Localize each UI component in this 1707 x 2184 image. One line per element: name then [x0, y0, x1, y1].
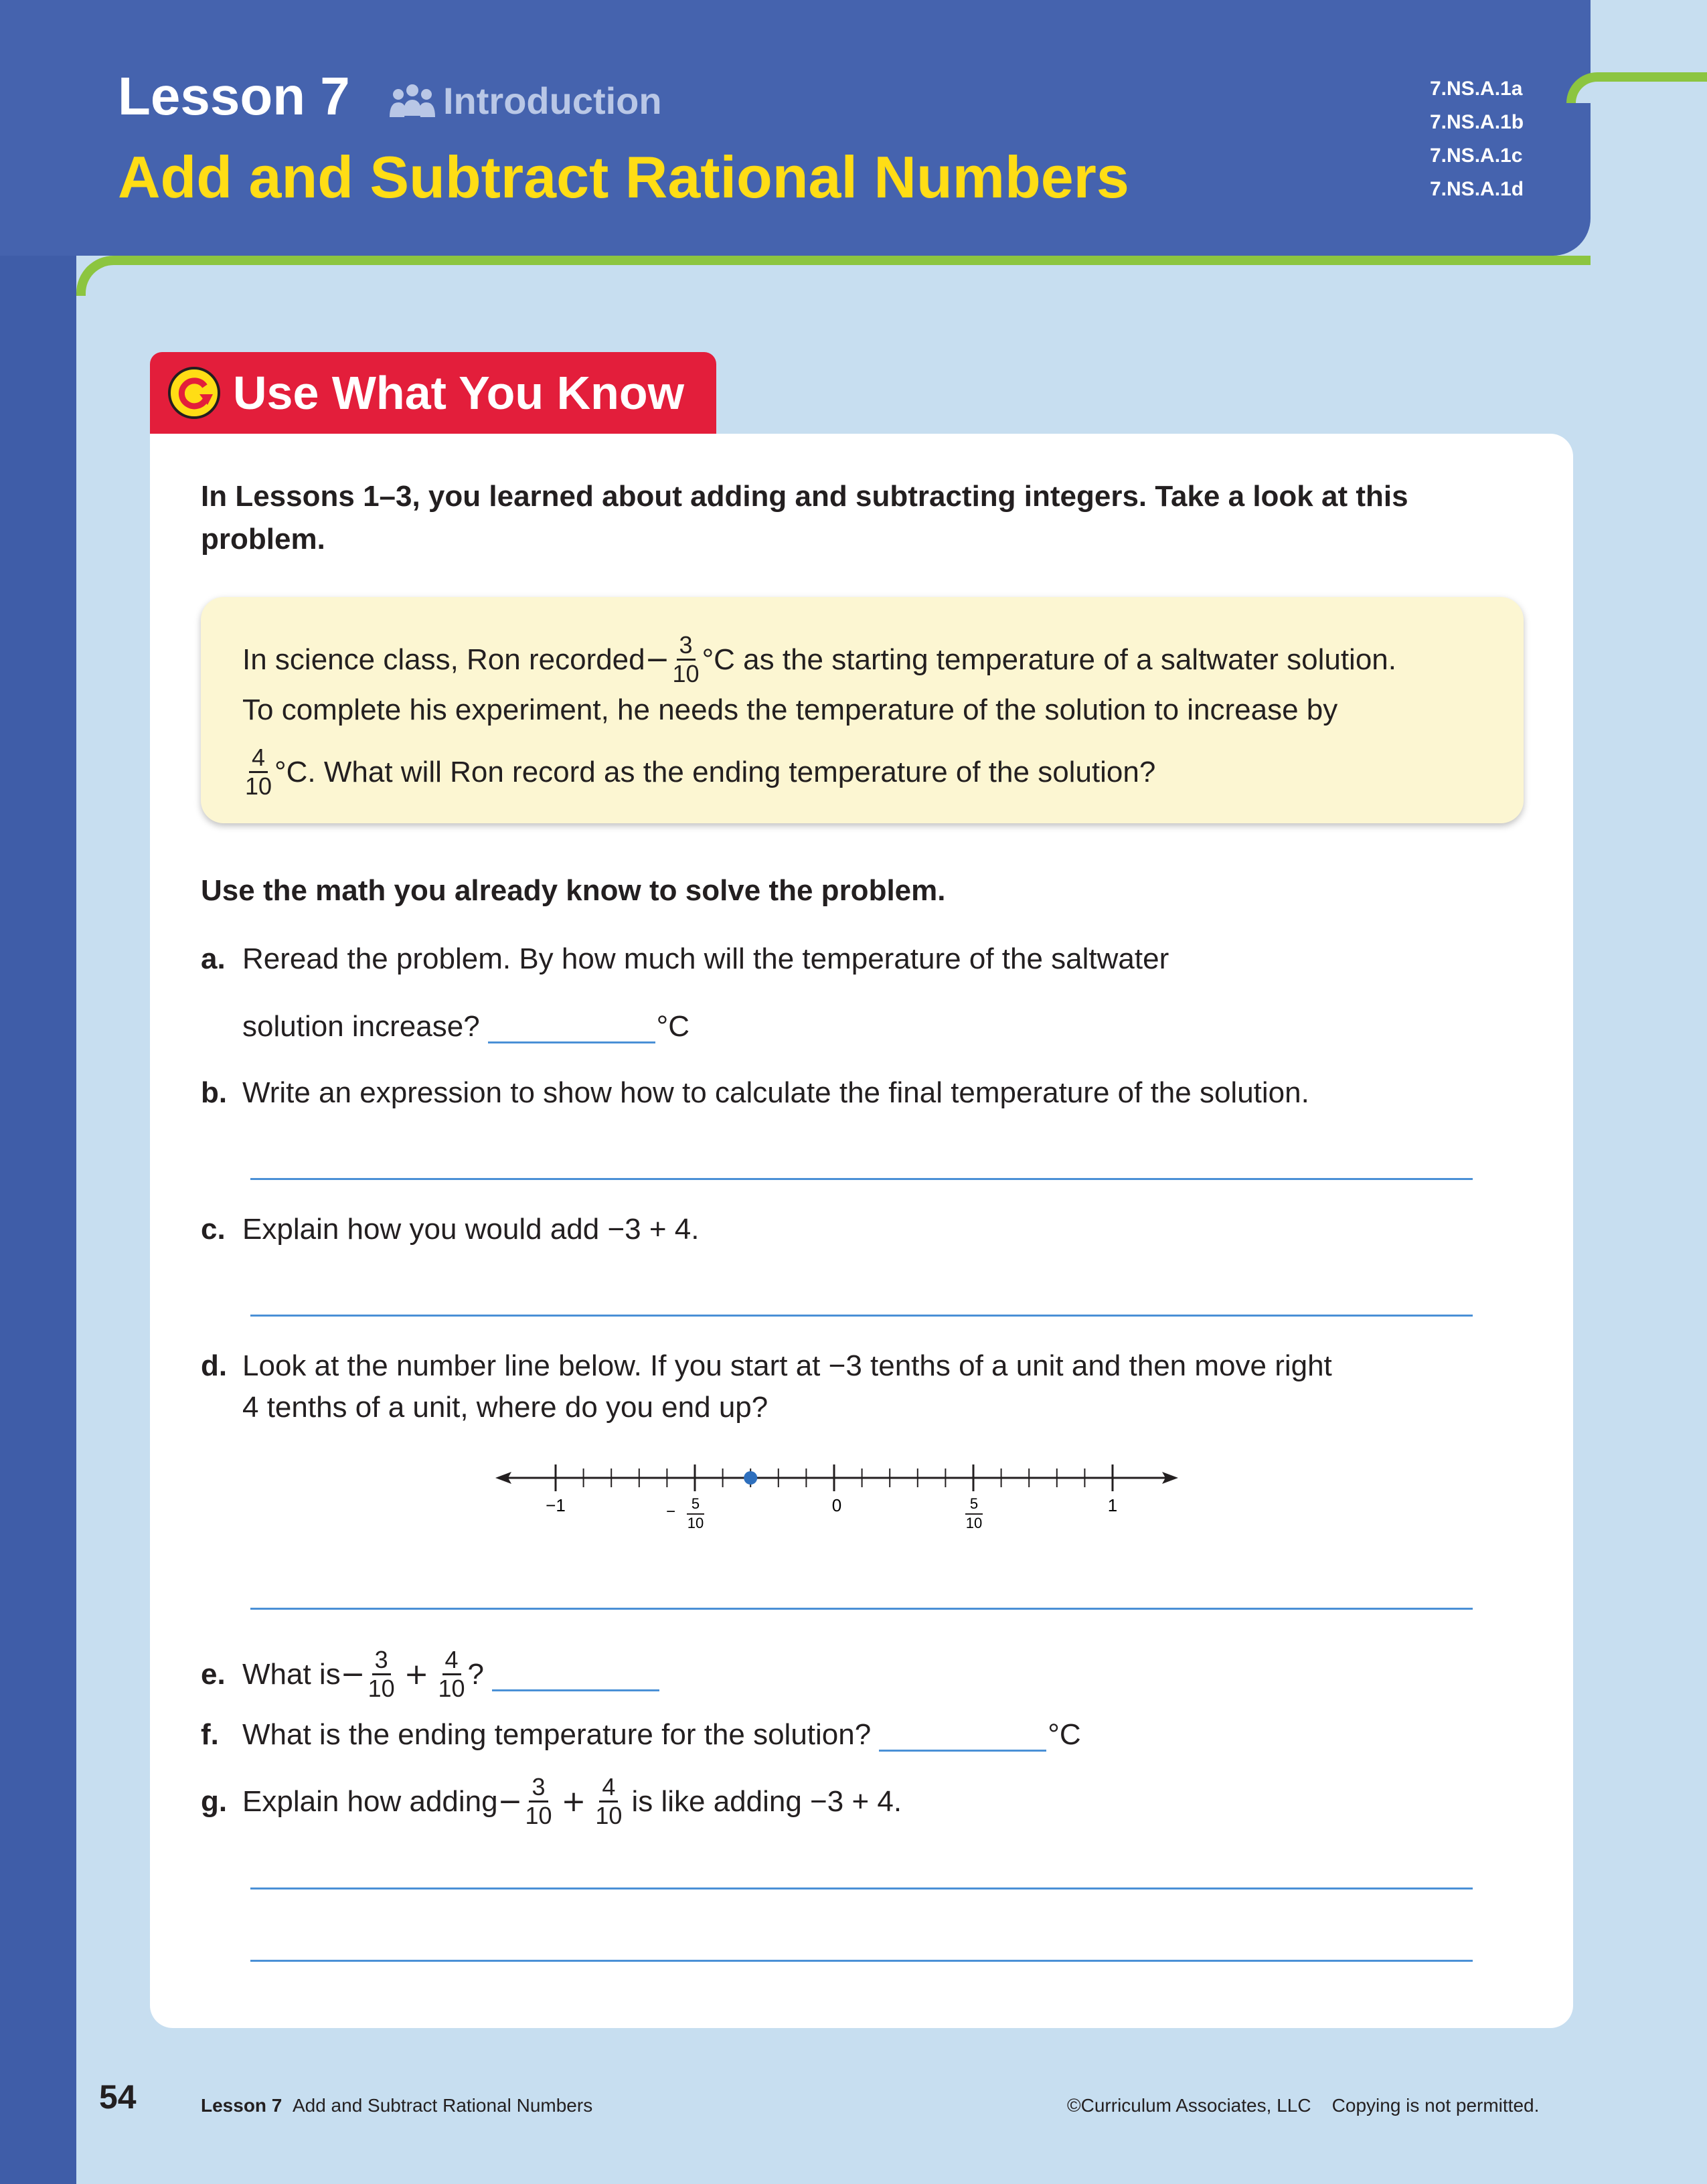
standard-code: 7.NS.A.1a: [1430, 78, 1523, 100]
fraction: [525, 1774, 552, 1829]
circular-arrow-icon: [167, 366, 221, 420]
footer-lesson: [201, 2095, 592, 2116]
fraction-denominator: 10: [672, 660, 700, 687]
minus-sign: −: [340, 1657, 365, 1691]
question-text: is like adding −3 + 4.: [631, 1784, 902, 1818]
answer-line-c[interactable]: [250, 1315, 1473, 1317]
fraction-denominator: 10: [245, 772, 272, 800]
question-text: What is: [242, 1657, 341, 1691]
lesson-header: [0, 0, 1591, 256]
question-d-line-2: 4 tenths of a unit, where do you end up?: [242, 1391, 768, 1424]
label-neg-half-den: 10: [687, 1515, 704, 1531]
fraction-numerator: 3: [677, 632, 696, 661]
problem-line-3: [242, 744, 1155, 800]
standard-code: 7.NS.A.1c: [1430, 145, 1523, 167]
number-line: [495, 1459, 1178, 1539]
label-neg-half-num: 5: [691, 1495, 700, 1512]
copyright-text: ©Curriculum Associates, LLC: [1067, 2095, 1311, 2116]
standard-code: 7.NS.A.1b: [1430, 111, 1524, 133]
fraction-numerator: 4: [249, 744, 268, 773]
label-neg-half-sign: −: [665, 1503, 676, 1521]
question-letter: f.: [201, 1718, 219, 1751]
question-text: What is the ending temperature for the solution?: [242, 1718, 872, 1751]
section-type-label: Introduction: [443, 80, 662, 122]
section-type: [388, 79, 662, 122]
section-tab-label: Use What You Know: [233, 367, 685, 419]
footer-lesson-title: Add and Subtract Rational Numbers: [292, 2095, 593, 2116]
marked-point: [744, 1471, 757, 1485]
plus-sign: +: [404, 1657, 429, 1691]
page-number: 54: [99, 2078, 137, 2116]
question-letter: a.: [201, 942, 226, 975]
intro-text: In Lessons 1–3, you learned about adding and subtracting integers. Take a look at this problem.: [201, 480, 1408, 556]
lesson-title: Add and Subtract Rational Numbers: [118, 144, 1129, 210]
fraction-numerator: 3: [529, 1774, 548, 1802]
fraction-denominator: 10: [438, 1675, 465, 1702]
question-a: [201, 942, 1169, 976]
fraction: [438, 1647, 465, 1702]
instruction-heading: Use the math you already know to solve the problem.: [201, 874, 946, 907]
fraction-numerator: 3: [372, 1647, 391, 1675]
group-people-icon: [388, 82, 436, 120]
footer-copyright: [1067, 2095, 1539, 2116]
answer-blank-a[interactable]: [488, 1009, 655, 1043]
question-b: [201, 1076, 1309, 1110]
left-margin-strip: [0, 0, 76, 2184]
problem-text: °C as the starting temperature of a saltwater solution.: [702, 643, 1396, 676]
lesson-number: Lesson 7: [118, 66, 350, 126]
problem-line-2: To complete his experiment, he needs the temperature of the solution to increase by: [242, 693, 1338, 726]
fraction-numerator: 4: [442, 1647, 461, 1675]
label-one: 1: [1107, 1495, 1118, 1515]
fraction-denominator: 10: [595, 1802, 623, 1829]
question-text: Explain how you would add −3 + 4.: [242, 1213, 700, 1246]
unit-label: °C: [656, 1010, 690, 1043]
label-neg-one: −1: [546, 1495, 566, 1515]
answer-blank-f[interactable]: [879, 1717, 1046, 1752]
problem-text: In science class, Ron recorded: [242, 643, 645, 676]
unit-label: °C: [1048, 1718, 1081, 1751]
question-mark: ?: [467, 1657, 485, 1691]
answer-line-b[interactable]: [250, 1178, 1473, 1180]
answer-line-d[interactable]: [250, 1608, 1473, 1610]
fraction: [673, 632, 700, 687]
fraction: [245, 744, 272, 800]
plus-sign: +: [561, 1784, 586, 1819]
fraction-denominator: 10: [368, 1675, 395, 1702]
question-g: [201, 1774, 902, 1829]
question-letter: d.: [201, 1349, 228, 1382]
question-letter: e.: [201, 1657, 226, 1691]
answer-line-g-2[interactable]: [250, 1960, 1473, 1962]
question-text: Reread the problem. By how much will the temperature of the saltwater: [242, 942, 1169, 975]
label-half-den: 10: [965, 1515, 983, 1531]
fraction-numerator: 4: [599, 1774, 618, 1802]
fraction: [368, 1647, 395, 1702]
question-a-line-2: [242, 1009, 689, 1043]
standard-code: 7.NS.A.1d: [1430, 178, 1524, 200]
header-accent-line: [134, 256, 1591, 265]
question-d: [201, 1349, 1332, 1383]
section-tab: [150, 352, 716, 434]
question-c: [201, 1213, 699, 1246]
question-text: solution increase?: [242, 1010, 480, 1043]
fraction: [595, 1774, 622, 1829]
question-e: [201, 1647, 661, 1702]
copy-notice: Copying is not permitted.: [1331, 2095, 1540, 2116]
question-f: [201, 1717, 1081, 1752]
answer-line-g-1[interactable]: [250, 1887, 1473, 1889]
problem-text: °C. What will Ron record as the ending temperature of the solution?: [274, 755, 1156, 788]
minus-sign: −: [497, 1784, 523, 1819]
question-letter: g.: [201, 1784, 228, 1818]
question-text: Write an expression to show how to calculate the final temperature of the solution.: [242, 1076, 1309, 1109]
label-zero: 0: [831, 1495, 842, 1515]
minus-sign: −: [645, 643, 670, 677]
question-letter: b.: [201, 1076, 228, 1109]
header-accent-top: [1566, 72, 1707, 103]
question-text: Look at the number line below. If you start at −3 tenths of a unit and then move right: [242, 1349, 1332, 1382]
standards-list: [1430, 72, 1524, 206]
label-half-num: 5: [969, 1495, 979, 1512]
question-letter: c.: [201, 1213, 226, 1246]
problem-line-1: [242, 632, 1396, 687]
question-text: Explain how adding: [242, 1784, 498, 1818]
fraction-denominator: 10: [525, 1802, 552, 1829]
footer-lesson-label: Lesson 7: [201, 2095, 282, 2116]
answer-blank-e[interactable]: [492, 1657, 659, 1691]
